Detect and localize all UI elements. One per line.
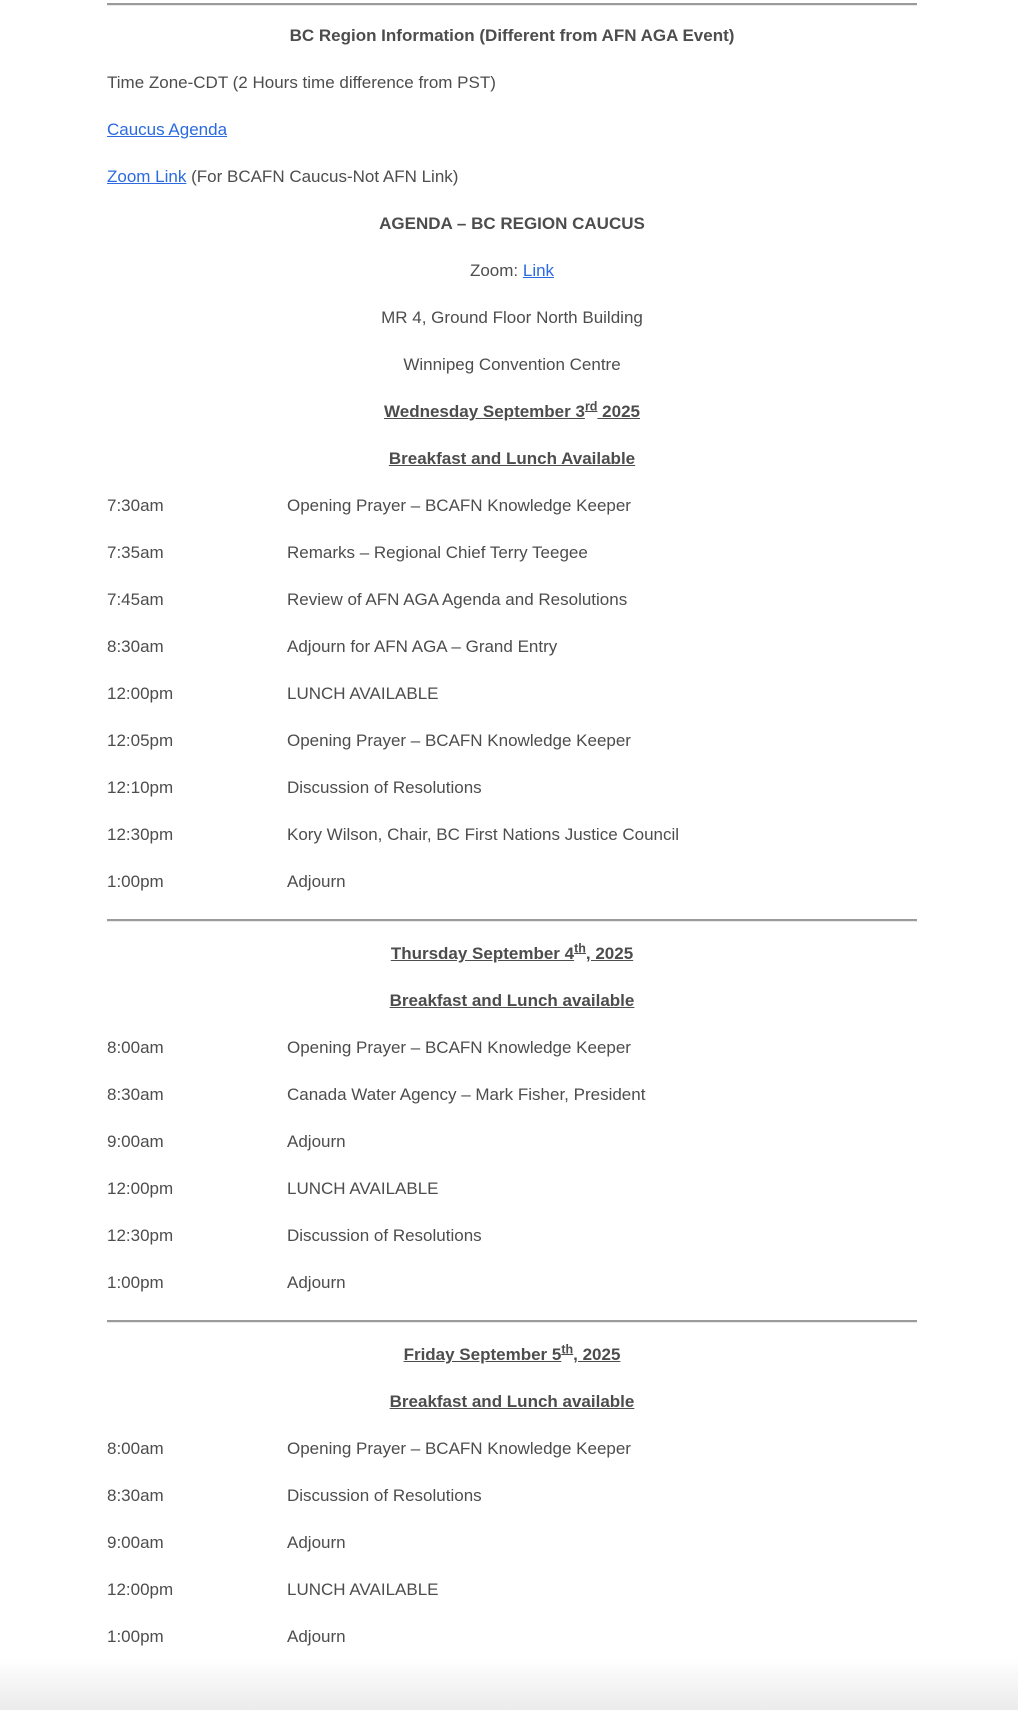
schedule-row	[107, 1179, 917, 1199]
schedule-row	[107, 1486, 917, 1506]
schedule-time: 8:30am	[107, 1085, 164, 1104]
day-date-prefix: Friday September 5	[403, 1345, 562, 1364]
schedule-desc: Opening Prayer – BCAFN Knowledge Keeper	[287, 1439, 631, 1458]
schedule-row	[107, 778, 917, 798]
schedule-desc: Adjourn	[287, 1533, 346, 1552]
schedule-time: 12:10pm	[107, 778, 174, 797]
schedule-row	[107, 637, 917, 657]
schedule-desc: Remarks – Regional Chief Terry Teegee	[287, 543, 588, 562]
day-date-prefix: Thursday September 4	[390, 944, 575, 963]
day-date-ordinal: th	[574, 941, 586, 956]
day-date-suffix: , 2025	[573, 1345, 621, 1364]
schedule-time: 8:30am	[107, 1486, 164, 1505]
schedule-row	[107, 1226, 917, 1246]
zoom-link[interactable]: Zoom Link	[107, 167, 187, 186]
schedule-time: 12:00pm	[107, 1179, 174, 1198]
day-title-thursday	[107, 941, 917, 964]
agenda-title: AGENDA – BC REGION CAUCUS	[379, 214, 645, 233]
zoom-link-line	[107, 167, 917, 187]
schedule-time: 7:35am	[107, 543, 164, 562]
day-subtitle: Breakfast and Lunch Available	[388, 449, 636, 468]
section-divider	[107, 919, 917, 922]
info-title: BC Region Information (Different from AFN AGA Event)	[289, 26, 735, 45]
schedule-time: 12:30pm	[107, 1226, 174, 1245]
agenda-zoom-link[interactable]: Link	[522, 261, 555, 280]
caucus-agenda-link[interactable]: Caucus Agenda	[107, 120, 228, 139]
schedule-desc: Discussion of Resolutions	[287, 1226, 482, 1245]
schedule-time: 12:05pm	[107, 731, 174, 750]
day-title-wednesday	[107, 399, 917, 422]
day-date-suffix: 2025	[597, 402, 640, 421]
timezone-text: Time Zone-CDT (2 Hours time difference from PST)	[107, 73, 496, 92]
schedule-row	[107, 825, 917, 845]
day-date-prefix: Wednesday September 3	[384, 402, 585, 421]
day-subtitle: Breakfast and Lunch available	[389, 1392, 635, 1411]
location-room: MR 4, Ground Floor North Building	[381, 308, 643, 327]
schedule-desc: LUNCH AVAILABLE	[287, 1179, 439, 1198]
schedule-time: 8:00am	[107, 1038, 164, 1057]
schedule-desc: Discussion of Resolutions	[287, 1486, 482, 1505]
schedule-desc: Adjourn	[287, 1132, 346, 1151]
schedule-desc: Opening Prayer – BCAFN Knowledge Keeper	[287, 731, 631, 750]
schedule-desc: Opening Prayer – BCAFN Knowledge Keeper	[287, 1038, 631, 1057]
schedule-row	[107, 1439, 917, 1459]
schedule-desc: Canada Water Agency – Mark Fisher, President	[287, 1085, 646, 1104]
schedule-row	[107, 872, 917, 892]
schedule-time: 12:00pm	[107, 1580, 174, 1599]
schedule-desc: Review of AFN AGA Agenda and Resolutions	[287, 590, 628, 609]
schedule-row	[107, 496, 917, 516]
schedule-desc: Adjourn for AFN AGA – Grand Entry	[287, 637, 558, 656]
schedule-desc: Adjourn	[287, 1627, 346, 1646]
schedule-row	[107, 731, 917, 751]
section-divider	[107, 1320, 917, 1323]
schedule-desc: Discussion of Resolutions	[287, 778, 482, 797]
schedule-row	[107, 543, 917, 563]
schedule-time: 9:00am	[107, 1533, 164, 1552]
schedule-time: 1:00pm	[107, 1627, 164, 1646]
schedule-time: 7:45am	[107, 590, 164, 609]
schedule-row	[107, 1132, 917, 1152]
schedule-row	[107, 1273, 917, 1293]
bottom-fade	[0, 1658, 1018, 1710]
schedule-time: 1:00pm	[107, 1273, 164, 1292]
schedule-desc: Opening Prayer – BCAFN Knowledge Keeper	[287, 496, 631, 515]
schedule-row	[107, 1580, 917, 1600]
schedule-desc: Adjourn	[287, 1273, 346, 1292]
top-border	[107, 3, 917, 6]
schedule-row	[107, 1085, 917, 1105]
day-title-friday	[107, 1342, 917, 1365]
day-date-suffix: , 2025	[585, 944, 634, 963]
zoom-label: Zoom:	[469, 261, 523, 280]
day-date-ordinal: rd	[584, 399, 598, 414]
schedule-time: 12:30pm	[107, 825, 174, 844]
day-date-ordinal: th	[561, 1342, 574, 1357]
schedule-desc: Kory Wilson, Chair, BC First Nations Justice Council	[287, 825, 680, 844]
schedule-desc: LUNCH AVAILABLE	[287, 1580, 439, 1599]
schedule-desc: Adjourn	[287, 872, 346, 891]
schedule-row	[107, 1038, 917, 1058]
schedule-row	[107, 1627, 917, 1647]
zoom-link-note: (For BCAFN Caucus-Not AFN Link)	[186, 167, 459, 186]
schedule-time: 7:30am	[107, 496, 164, 515]
schedule-time: 8:30am	[107, 637, 164, 656]
schedule-time: 1:00pm	[107, 872, 164, 891]
schedule-time: 12:00pm	[107, 684, 174, 703]
caucus-agenda-line	[107, 120, 917, 140]
schedule-time: 9:00am	[107, 1132, 164, 1151]
agenda-zoom-line	[107, 261, 917, 281]
schedule-time: 8:00am	[107, 1439, 164, 1458]
schedule-desc: LUNCH AVAILABLE	[287, 684, 439, 703]
day-subtitle: Breakfast and Lunch available	[389, 991, 635, 1010]
schedule-row	[107, 684, 917, 704]
location-venue: Winnipeg Convention Centre	[403, 355, 621, 374]
document-content	[0, 3, 1018, 1647]
schedule-row	[107, 1533, 917, 1553]
schedule-row	[107, 590, 917, 610]
